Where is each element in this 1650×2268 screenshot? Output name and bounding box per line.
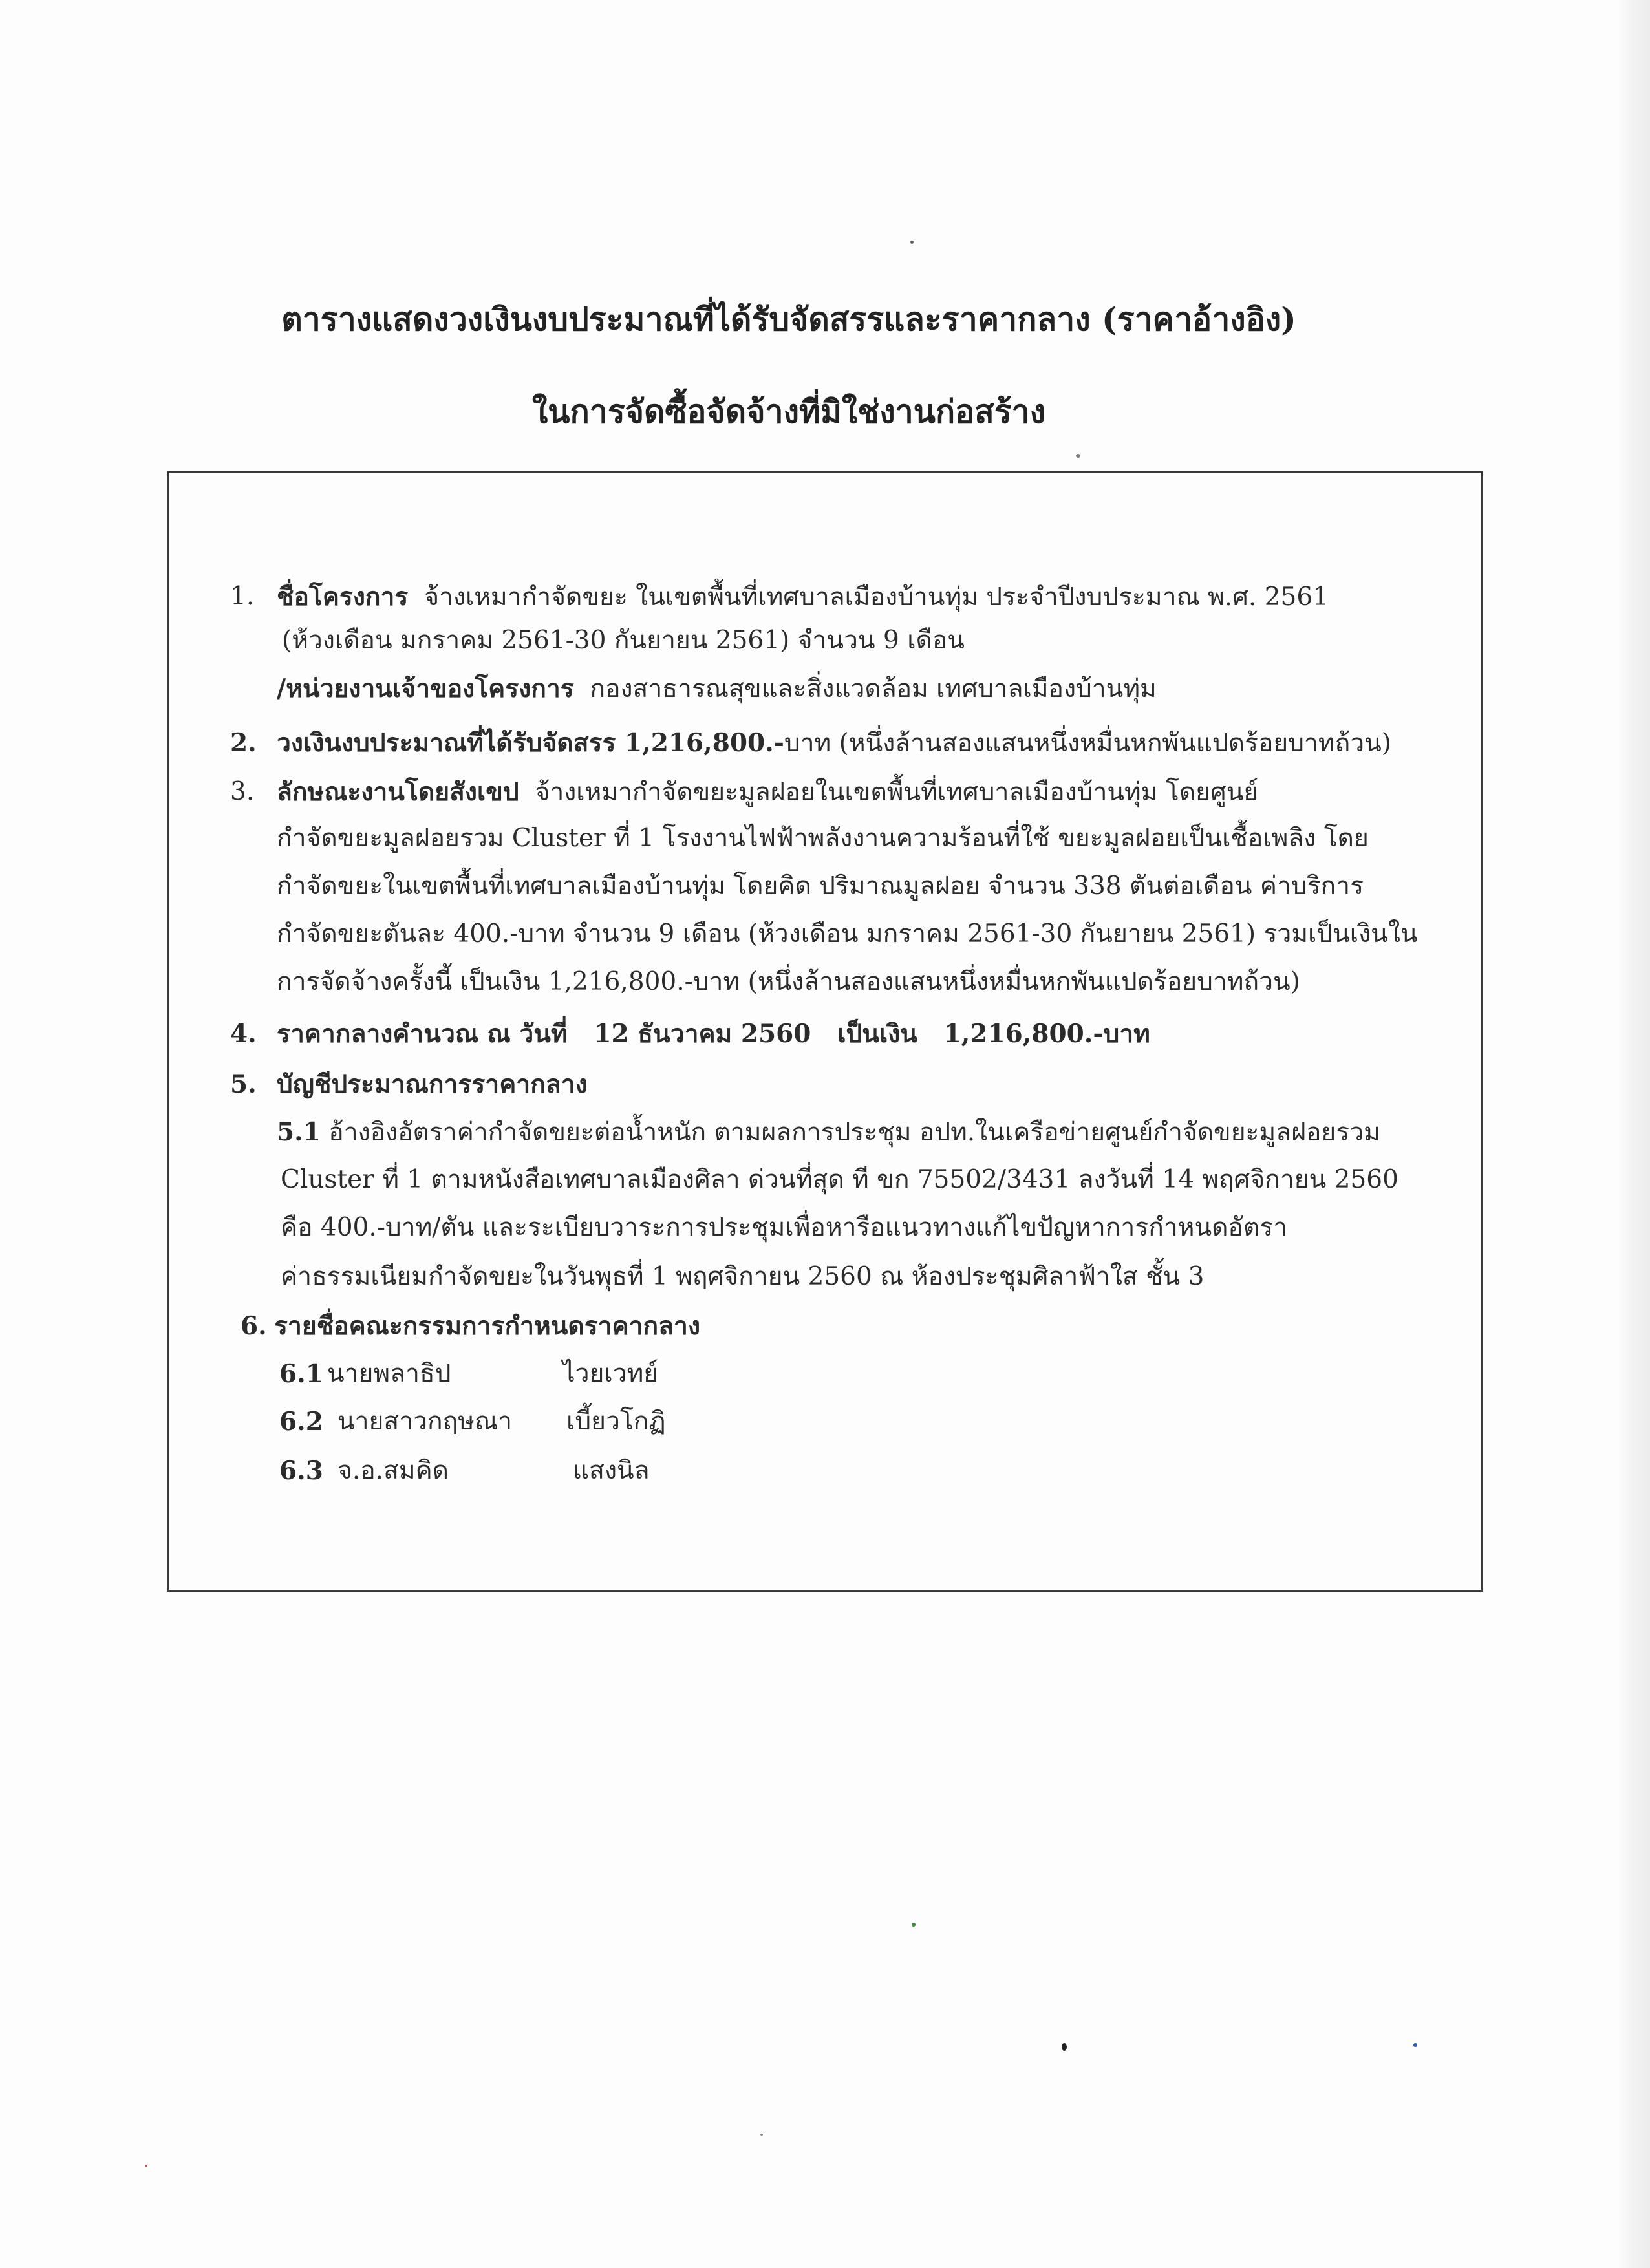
item-3-label: ลักษณะงานโดยสังเขป <box>277 777 519 807</box>
member-3-last-name: แสงนิล <box>573 1456 650 1485</box>
item-5-label: บัญชีประมาณการราคากลาง <box>277 1069 588 1099</box>
item-4-label: ราคากลางคำนวณ ณ วันที่ <box>277 1019 568 1049</box>
item-3-line-1 <box>277 776 1258 809</box>
item-3-line-3: กำจัดขยะในเขตพื้นที่เทศบาลเมืองบ้านทุ่ม โดยคิด ปริมาณมูลฝอย จำนวน 338 ตันต่อเดือน ค่าบริการ <box>277 872 1364 901</box>
item-3-line-2: กำจัดขยะมูลฝอยรวม Cluster ที่ 1 โรงงานไฟฟ้าพลังงานความร้อนที่ใช้ ขยะมูลฝอยเป็นเชื้อเพลิง โดย <box>277 824 1369 853</box>
item-4-amount-label: เป็นเงิน <box>837 1019 917 1049</box>
item-2-line <box>277 727 1391 760</box>
member-1-last-name: ไวยเวทย์ <box>562 1359 659 1388</box>
item-4-amount: 1,216,800.-บาท <box>943 1019 1150 1049</box>
item-2-text: บาท (หนึ่งล้านสองแสนหนึ่งหมื่นหกพันแปดร้อยบาทถ้วน) <box>784 729 1391 758</box>
member-1-number: 6.1 <box>279 1359 323 1389</box>
item-1-text: จ้างเหมากำจัดขยะ ในเขตพื้นที่เทศบาลเมืองบ้านทุ่ม ประจำปีงบประมาณ พ.ศ. 2561 <box>424 583 1329 612</box>
item-5-1-line-2: Cluster ที่ 1 ตามหนังสือเทศบาลเมืองศิลา ด่วนที่สุด ที ขก 75502/3431 ลงวันที่ 14 พฤศจิกายน 2560 <box>281 1165 1398 1194</box>
scan-speck <box>1076 454 1080 458</box>
document-subtitle: ในการจัดซื้อจัดจ้างที่มิใช่งานก่อสร้าง <box>531 392 1046 431</box>
document-title: ตารางแสดงวงเงินงบประมาณที่ได้รับจัดสรรและราคากลาง (ราคาอ้างอิง) <box>281 300 1296 338</box>
item-4-date: 12 ธันวาคม 2560 <box>594 1019 811 1049</box>
member-1-first-name: นายพลาธิป <box>327 1359 451 1388</box>
item-5-1-line-4: ค่าธรรมเนียมกำจัดขยะในวันพุธที่ 1 พฤศจิกายน 2560 ณ ห้องประชุมศิลาฟ้าใส ชั้น 3 <box>281 1262 1205 1291</box>
item-3-number: 3. <box>230 777 255 806</box>
item-1-line-1 <box>277 581 1329 614</box>
item-3-line-4: กำจัดขยะตันละ 400.-บาท จำนวน 9 เดือน (ห้วงเดือน มกราคม 2561-30 กันยายน 2561) รวมเป็นเงินใน <box>277 919 1418 948</box>
item-5-1-text: อ้างอิงอัตราค่ากำจัดขยะต่อน้ำหนัก ตามผลการประชุม อปท.ในเครือข่ายศูนย์กำจัดขยะมูลฝอยรวม <box>328 1118 1380 1147</box>
item-2-label: วงเงินงบประมาณที่ได้รับจัดสรร 1,216,800.- <box>277 728 784 758</box>
item-4-number: 4. <box>230 1019 257 1049</box>
item-4-line <box>277 1018 1150 1050</box>
scan-speck <box>912 1923 916 1927</box>
member-2-last-name: เบี้ยวโกฏิ <box>566 1407 666 1436</box>
item-1-owner-line <box>277 672 1157 705</box>
item-5-1-line-1 <box>277 1116 1380 1149</box>
item-5-number: 5. <box>230 1069 257 1099</box>
item-5-1-line-3: คือ 400.-บาท/ตัน และระเบียบวาระการประชุมเพื่อหารือแนวทางแก้ไขปัญหาการกำหนดอัตรา <box>281 1213 1288 1242</box>
member-2-first-name: นายสาวกฤษณา <box>338 1407 513 1436</box>
item-2-number: 2. <box>230 728 257 758</box>
item-3-text: จ้างเหมากำจัดขยะมูลฝอยในเขตพื้นที่เทศบาลเมืองบ้านทุ่ม โดยศูนย์ <box>535 778 1259 807</box>
item-6-label: รายชื่อคณะกรรมการกำหนดราคากลาง <box>274 1311 700 1341</box>
item-5-1-number: 5.1 <box>277 1117 321 1147</box>
member-2-number: 6.2 <box>279 1407 323 1437</box>
item-1-owner-label: /หน่วยงานเจ้าของโครงการ <box>277 674 574 703</box>
item-1-owner-text: กองสาธารณสุขและสิ่งแวดล้อม เทศบาลเมืองบ้านทุ่ม <box>590 674 1157 703</box>
item-1-number: 1. <box>230 582 255 611</box>
item-1-label: ชื่อโครงการ <box>277 582 409 612</box>
scan-speck <box>1413 2043 1417 2047</box>
scan-speck <box>760 2134 763 2136</box>
page-edge-shadow <box>1618 0 1650 2268</box>
item-1-line-2: (ห้วงเดือน มกราคม 2561-30 กันยายน 2561) จำนวน 9 เดือน <box>282 626 965 655</box>
scan-speck <box>1062 2043 1067 2051</box>
member-3-number: 6.3 <box>279 1456 323 1486</box>
item-6-number: 6. <box>241 1311 267 1341</box>
scan-speck <box>145 2165 147 2167</box>
scan-speck <box>910 241 914 244</box>
member-3-first-name: จ.อ.สมคิด <box>338 1456 449 1485</box>
item-3-line-5: การจัดจ้างครั้งนี้ เป็นเงิน 1,216,800.-บาท (หนึ่งล้านสองแสนหนึ่งหมื่นหกพันแปดร้อยบาทถ้วน) <box>277 967 1300 996</box>
